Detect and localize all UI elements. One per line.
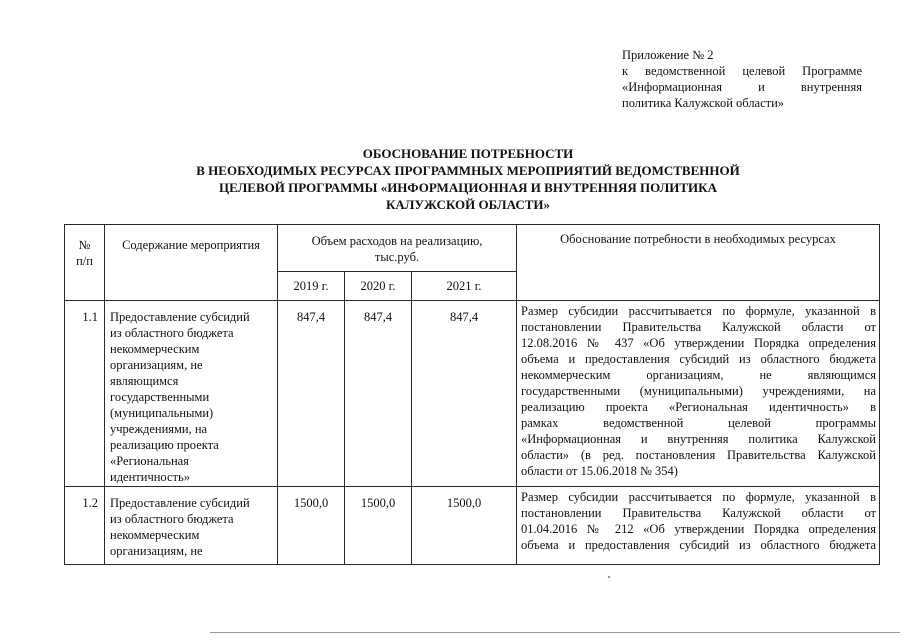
header-year: 2019 г. xyxy=(278,272,345,301)
header-volume-line: тыс.руб. xyxy=(374,250,420,264)
header-content: Содержание мероприятия xyxy=(105,225,278,301)
justification-line: рамках ведомственной целевой программы xyxy=(521,416,876,430)
justification-line: 12.08.2016 № 437 «Об утверждении Порядка определения xyxy=(521,336,876,350)
content-line: некоммерческим xyxy=(110,528,200,542)
row-content xyxy=(105,487,278,565)
title-line: ЦЕЛЕВОЙ ПРОГРАММЫ «ИНФОРМАЦИОННАЯ И ВНУТРЕННЯЯ ПОЛИТИКА xyxy=(219,180,717,195)
resource-justification-table xyxy=(64,224,880,565)
appendix-line: к ведомственной целевой Программе xyxy=(622,64,862,78)
justification-line: государственными (муниципальными) учреждениями, на xyxy=(521,384,876,398)
appendix-line: политика Калужской области» xyxy=(622,96,785,110)
content-line: идентичность» xyxy=(110,470,190,484)
value-2021: 1500,0 xyxy=(412,487,517,565)
document-title xyxy=(150,145,786,213)
content-line: реализацию проекта xyxy=(110,438,219,452)
value-2020: 1500,0 xyxy=(345,487,412,565)
title-line: В НЕОБХОДИМЫХ РЕСУРСАХ ПРОГРАММНЫХ МЕРОПРИЯТИЙ ВЕДОМСТВЕННОЙ xyxy=(196,163,740,178)
header-volume xyxy=(278,225,517,272)
header-year: 2020 г. xyxy=(345,272,412,301)
header-justification: Обоснование потребности в необходимых ресурсах xyxy=(517,225,880,301)
scan-edge-line xyxy=(210,632,900,633)
scan-speck xyxy=(608,576,610,578)
row-justification xyxy=(517,301,880,487)
content-line: из областного бюджета xyxy=(110,326,234,340)
content-line: Предоставление субсидий xyxy=(110,310,250,324)
row-justification xyxy=(517,487,880,565)
row-number: 1.2 xyxy=(65,487,105,565)
row-number: 1.1 xyxy=(65,301,105,487)
justification-line: «Информационная и внутренняя политика Калужской xyxy=(521,432,876,446)
value-2020: 847,4 xyxy=(345,301,412,487)
justification-line: Размер субсидии рассчитывается по формуле, указанной в xyxy=(521,490,876,504)
value-2019: 1500,0 xyxy=(278,487,345,565)
content-line: «Региональная xyxy=(110,454,189,468)
justification-line: постановлении Правительства Калужской области от xyxy=(521,320,876,334)
value-2021: 847,4 xyxy=(412,301,517,487)
header-volume-line: Объем расходов на реализацию, xyxy=(311,234,483,248)
content-line: (муниципальными) xyxy=(110,406,214,420)
appendix-line: «Информационная и внутренняя xyxy=(622,80,862,94)
content-line: Предоставление субсидий xyxy=(110,496,250,510)
content-line: организациям, не xyxy=(110,358,203,372)
content-line: организациям, не xyxy=(110,544,203,558)
justification-line: области» (в ред. постановления Правительства Калужской xyxy=(521,448,876,462)
justification-line: объема и предоставления субсидий из областного бюджета xyxy=(521,538,876,552)
header-number xyxy=(65,225,105,301)
content-line: учреждениями, на xyxy=(110,422,208,436)
table-row xyxy=(65,301,880,487)
justification-line: некоммерческим организациям, не являющимся xyxy=(521,368,876,382)
appendix-note xyxy=(622,47,862,111)
table-header-row xyxy=(65,225,880,272)
row-content xyxy=(105,301,278,487)
appendix-line: Приложение № 2 xyxy=(622,48,714,62)
justification-line: Размер субсидии рассчитывается по формуле, указанной в xyxy=(521,304,876,318)
justification-line: объема и предоставления субсидий из областного бюджета xyxy=(521,352,876,366)
header-number-line: п/п xyxy=(76,254,93,268)
justification-line: реализацию проекта «Региональная идентичность» в xyxy=(521,400,876,414)
content-line: являющимся xyxy=(110,374,179,388)
title-line: ОБОСНОВАНИЕ ПОТРЕБНОСТИ xyxy=(362,146,574,161)
value-2019: 847,4 xyxy=(278,301,345,487)
content-line: государственными xyxy=(110,390,210,404)
content-line: некоммерческим xyxy=(110,342,200,356)
table-row xyxy=(65,487,880,565)
header-number-line: № xyxy=(78,238,91,252)
content-line: из областного бюджета xyxy=(110,512,234,526)
justification-line: 01.04.2016 № 212 «Об утверждении Порядка определения xyxy=(521,522,876,536)
justification-line: области от 15.06.2018 № 354) xyxy=(521,464,678,478)
title-line: КАЛУЖСКОЙ ОБЛАСТИ» xyxy=(385,197,551,212)
justification-line: постановлении Правительства Калужской области от xyxy=(521,506,876,520)
header-year: 2021 г. xyxy=(412,272,517,301)
